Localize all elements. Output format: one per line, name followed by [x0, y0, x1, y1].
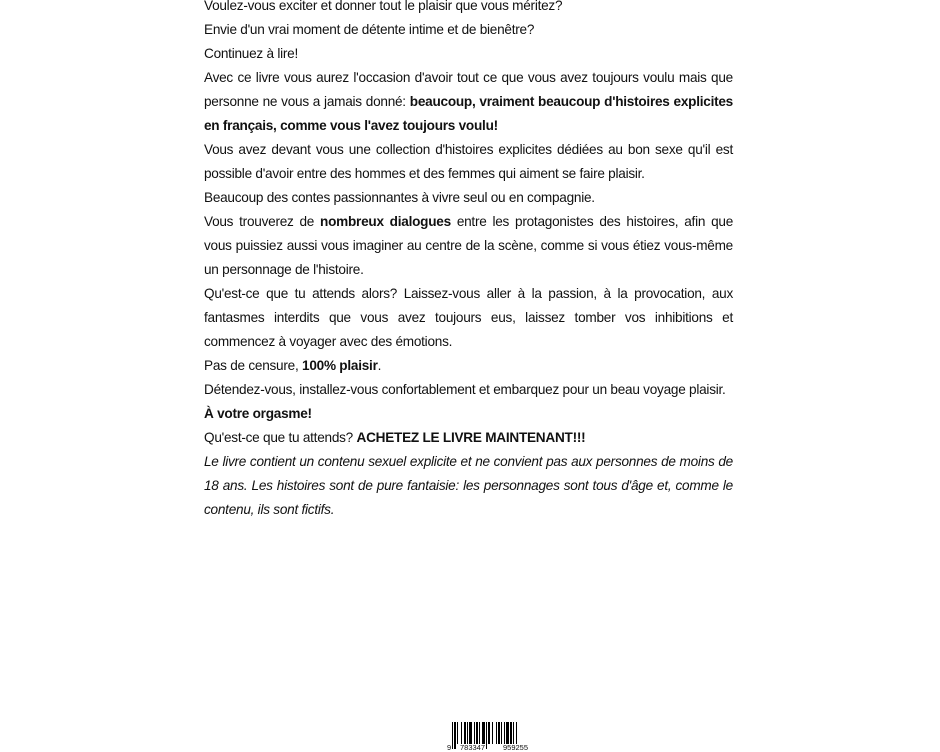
barcode-digits-right: 959255: [503, 743, 529, 752]
text-run: Vous avez devant vous une collection d'histoires explicites dédiées au bon sexe qu'il est possible d'avoir entre des hommes et des femmes qui aiment se faire plaisir.: [204, 142, 733, 181]
barcode-bar: [479, 722, 480, 744]
paragraph: [204, 210, 733, 282]
barcode-bar: [506, 722, 509, 744]
barcode-bar: [476, 722, 478, 744]
text-run: Vous trouverez de: [204, 214, 321, 229]
paragraph: [204, 186, 733, 210]
paragraph: [204, 426, 733, 450]
barcode-bar: [501, 722, 502, 744]
barcode-bar: [454, 722, 456, 749]
barcode-bar: [488, 722, 490, 744]
paragraph: [204, 282, 733, 354]
text-run: Qu'est-ce que tu attends?: [204, 430, 357, 445]
barcode-bar: [469, 722, 472, 744]
barcode-bar: [474, 722, 475, 744]
paragraph: [204, 450, 733, 522]
barcode-bar: [510, 722, 512, 744]
barcode-bar: [457, 722, 458, 744]
back-cover-text: [204, 0, 733, 522]
paragraph: [204, 66, 733, 138]
italic-disclaimer: Le livre contient un contenu sexuel explicite et ne convient pas aux personnes de moins de 18 ans. Les histoires sont de pure fantaisie: les personnages sont tous d'âge et, comme le contenu, ils sont fictifs.: [204, 454, 733, 517]
text-run: Continuez à lire!: [204, 46, 298, 61]
barcode-bar: [467, 722, 468, 744]
barcode-bar: [486, 722, 487, 749]
text-run: Détendez-vous, installez-vous confortablement et embarquez pour un beau voyage plaisir.: [204, 382, 726, 397]
text-run: Envie d'un vrai moment de détente intime et de bienêtre?: [204, 22, 535, 37]
barcode-bar: [504, 722, 505, 744]
text-run: Voulez-vous exciter et donner tout le plaisir que vous méritez?: [204, 0, 563, 13]
paragraph: [204, 138, 733, 186]
bold-text: 100% plaisir: [302, 358, 378, 373]
bold-text: beaucoup, vraiment beaucoup d'histoires explicites en français, comme vous l'avez toujours voulu!: [204, 94, 733, 133]
text-run: Qu'est-ce que tu attends alors? Laissez-vous aller à la passion, à la provocation, aux fantasmes interdits que vous avez toujours eus, laissez tomber vos inhibitions et commencez à voyager avec des émotions.: [204, 286, 733, 349]
paragraph: [204, 0, 733, 18]
barcode-digit-prefix: 9: [447, 743, 452, 752]
barcode-bar: [496, 722, 497, 744]
isbn-barcode: [446, 722, 546, 752]
barcode-bar: [498, 722, 500, 744]
barcode-bar: [464, 722, 466, 744]
barcode-digits-left: 783347: [460, 743, 486, 752]
bold-text: À votre orgasme!: [204, 406, 312, 421]
barcode-bar: [461, 722, 462, 744]
paragraph: [204, 42, 733, 66]
bold-text: ACHETEZ LE LIVRE MAINTENANT!!!: [356, 430, 586, 445]
barcode-bar: [482, 722, 485, 744]
text-run: .: [377, 358, 382, 373]
paragraph: [204, 354, 733, 378]
barcode-bar: [513, 722, 514, 744]
barcode-bar: [492, 722, 493, 744]
bold-text: nombreux dialogues: [320, 214, 451, 229]
text-run: entre les protagonistes des histoires, afin que vous puissiez aussi vous imaginer au centre de la scène, comme si vous étiez vous-même un personnage de l'histoire.: [204, 214, 733, 277]
paragraph: [204, 378, 733, 402]
text-run: Avec ce livre vous aurez l'occasion d'avoir tout ce que vous avez toujours voulu mais que personne ne vous a jamais donné:: [204, 70, 733, 109]
paragraph: [204, 18, 733, 42]
text-run: Beaucoup des contes passionnantes à vivre seul ou en compagnie.: [204, 190, 595, 205]
text-run: Pas de censure,: [204, 358, 303, 373]
paragraph: [204, 402, 733, 426]
